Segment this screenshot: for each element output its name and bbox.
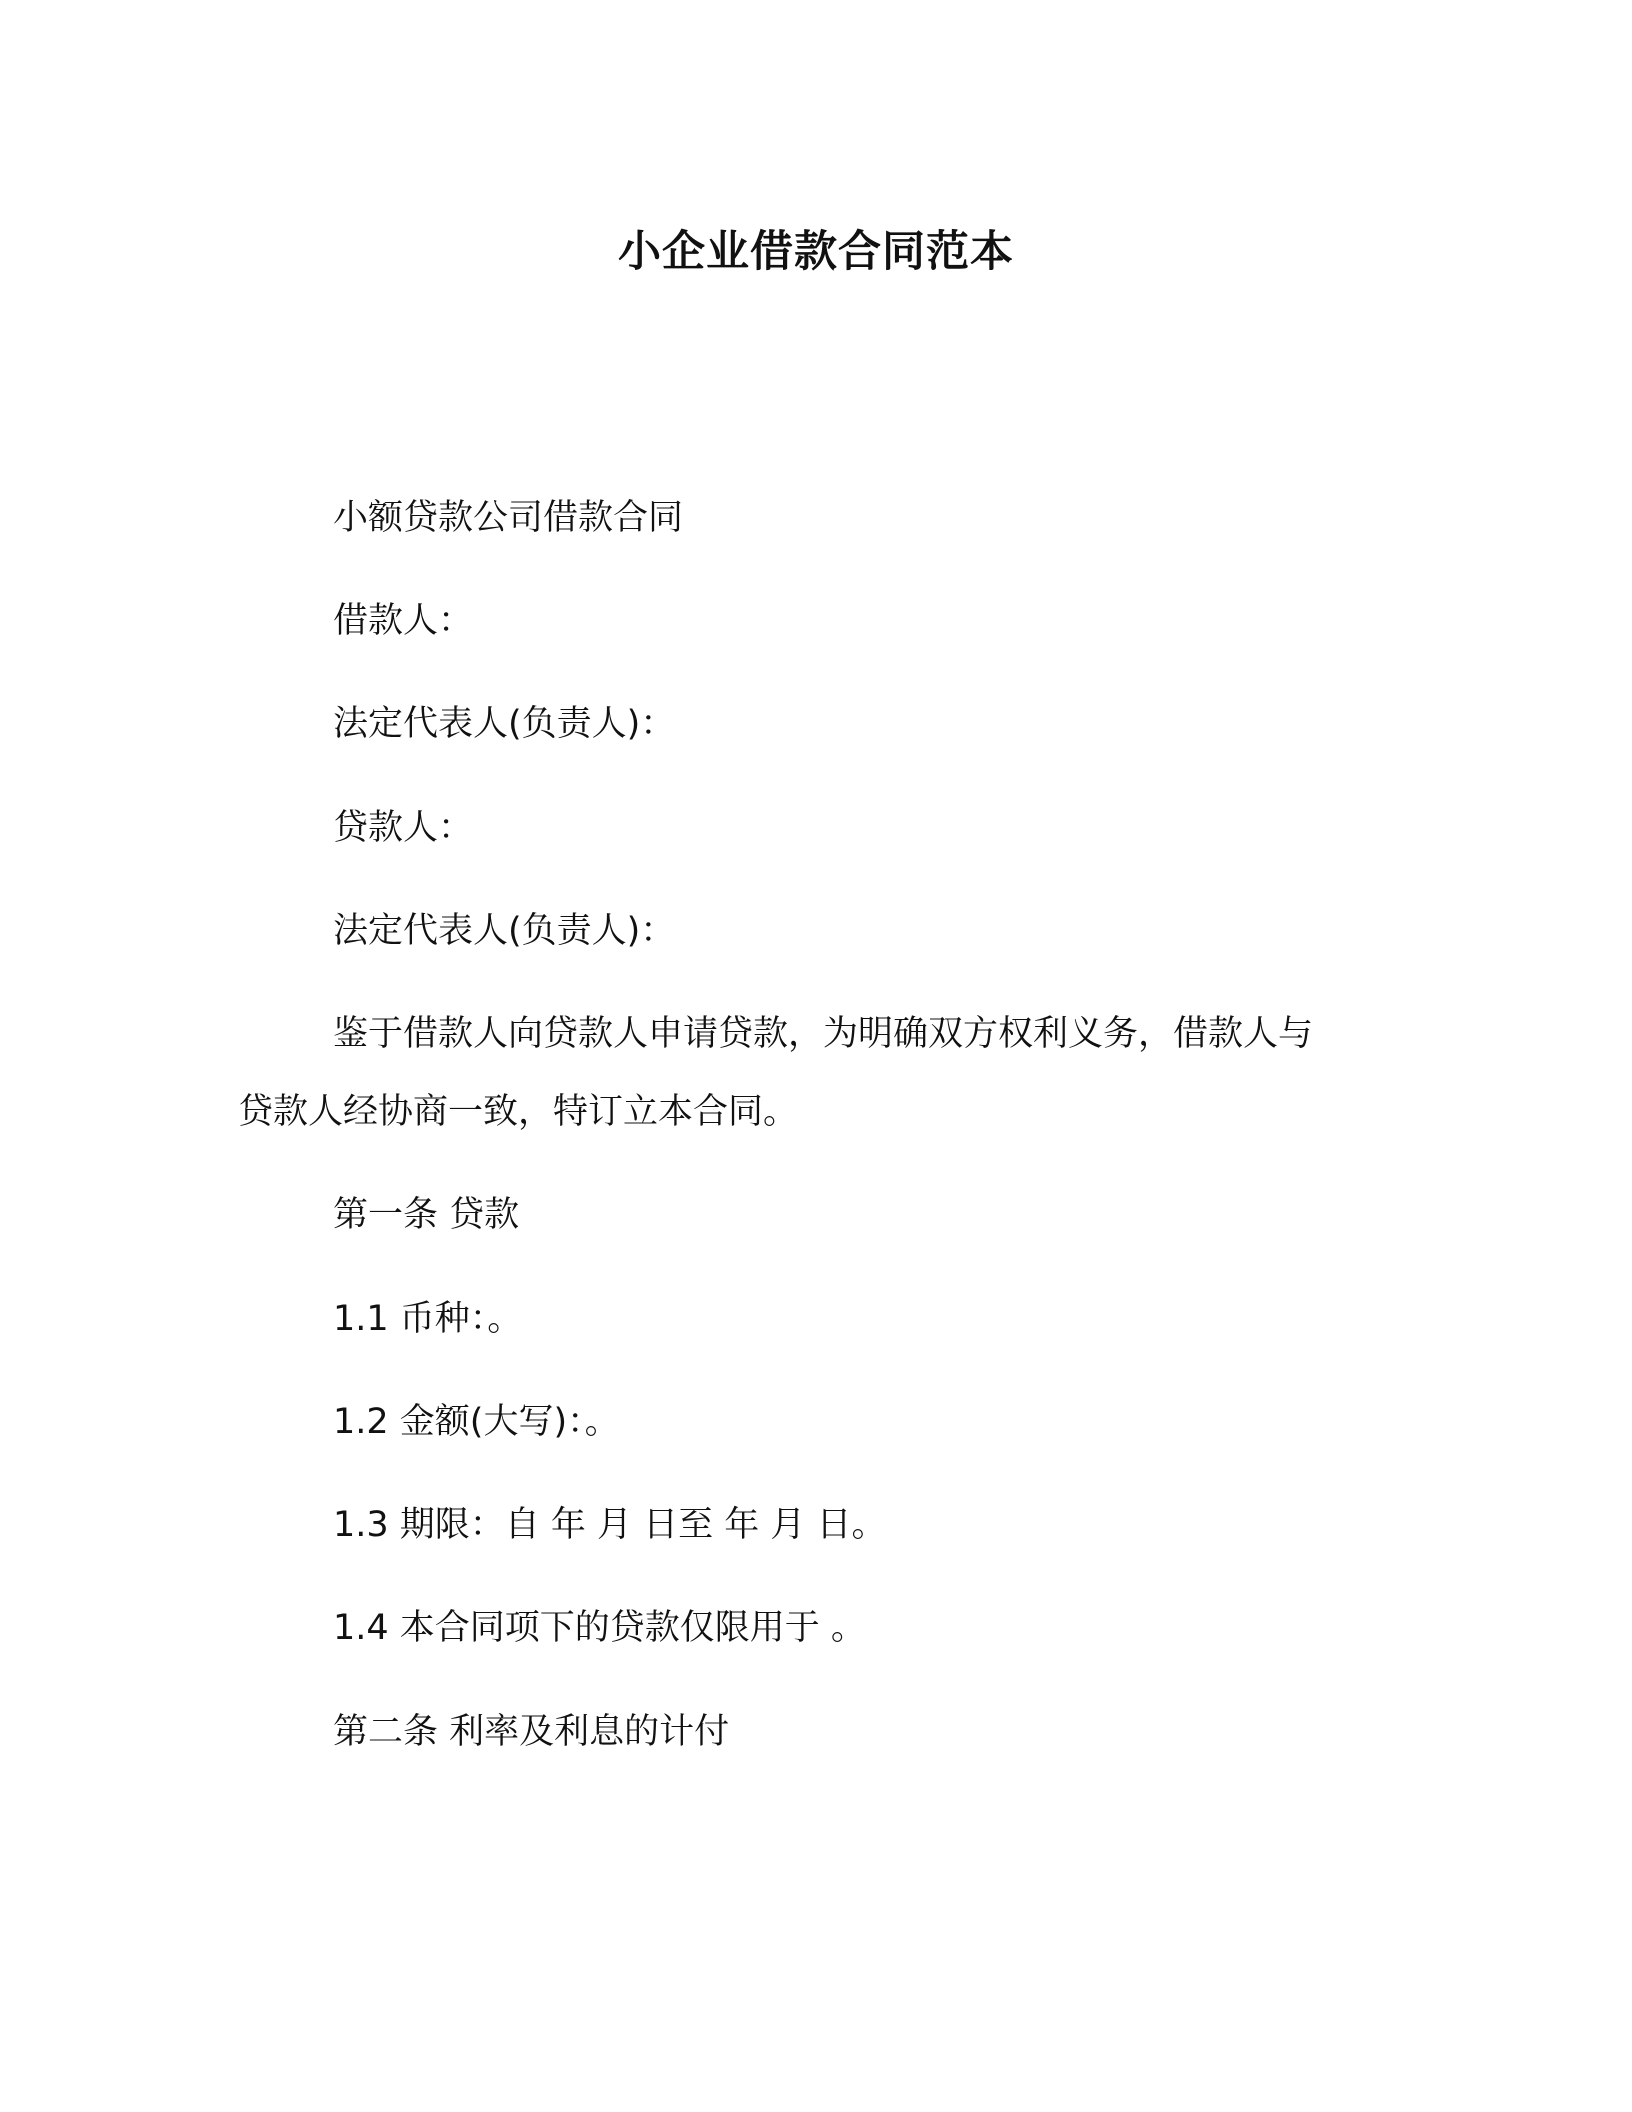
clause-1-3: 1.3 期限：自 年 月 日至 年 月 日。 (333, 1505, 887, 1545)
article-1-heading: 第一条 贷款 (333, 1195, 520, 1235)
lender-line: 贷款人： (333, 808, 474, 848)
clause-1-2: 1.2 金额(大写)：。 (333, 1402, 620, 1442)
borrower-line: 借款人： (333, 601, 474, 641)
borrower-legal-rep-line: 法定代表人(负责人)： (333, 704, 676, 744)
article-2-heading: 第二条 利率及利息的计付 (333, 1712, 730, 1752)
document-title: 小企业借款合同范本 (618, 227, 1014, 277)
preamble-line-2: 贷款人经协商一致，特订立本合同。 (238, 1092, 799, 1132)
preamble-line-1: 鉴于借款人向贷款人申请贷款，为明确双方权利义务，借款人与 (333, 1014, 1314, 1054)
clause-1-4: 1.4 本合同项下的贷款仅限用于 。 (333, 1608, 866, 1648)
clause-1-1: 1.1 币种：。 (333, 1299, 523, 1339)
contract-heading: 小额贷款公司借款合同 (333, 498, 684, 538)
lender-legal-rep-line: 法定代表人(负责人)： (333, 911, 676, 951)
